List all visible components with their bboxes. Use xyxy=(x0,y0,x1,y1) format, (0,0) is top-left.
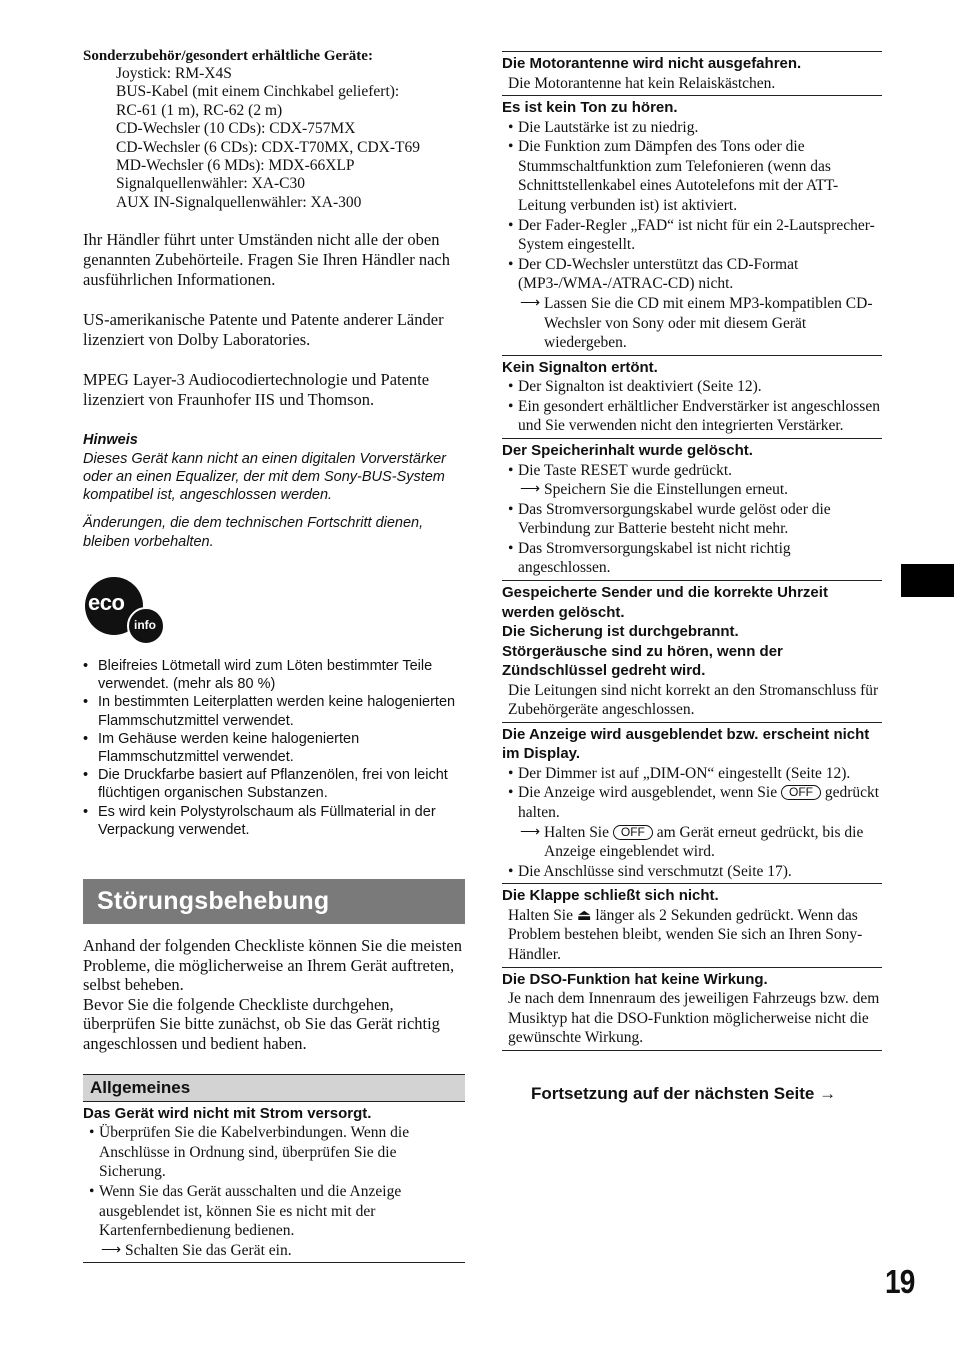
problem-title: Kein Signalton ertönt. xyxy=(502,358,658,376)
list-item: • Der Fader-Regler „FAD“ ist nicht für ein 2-Lautsprecher-System eingestellt. xyxy=(502,216,882,255)
intro-paragraph-2: Bevor Sie die folgende Checkliste durchgehen, überprüfen Sie bitte zunächst, ob Sie das Gerät richtig angeschlossen und bedient haben. xyxy=(83,994,440,1054)
problem-body xyxy=(502,461,882,579)
eco-logo-text: eco xyxy=(88,590,125,616)
eco-item: • Bleifreies Lötmetall wird zum Löten bestimmter Teile verwendet. (mehr als 80 %) xyxy=(83,657,465,693)
left-column xyxy=(83,47,465,1263)
problem-body xyxy=(502,74,882,94)
arrow-remedy: ⟶ Lassen Sie die CD mit einem MP3-kompatiblen CD-Wechsler von Sony oder mit diesem Gerät wiedergeben. xyxy=(502,294,882,353)
list-item: • Die Funktion zum Dämpfen des Tons oder die Stummschaltfunktion zum Telefonieren (wenn das Schnittstellenkabel eines Autotelefons mit der ATT-Leitung verbunden ist) ist aktiviert. xyxy=(502,137,882,215)
hinweis-text-2: Änderungen, die dem technischen Fortschritt dienen, bleiben vorbehalten. xyxy=(83,515,424,550)
problem-list xyxy=(83,1123,465,1241)
eco-item: • In bestimmten Leiterplatten werden keine halogenierten Flammschutzmittel verwendet. xyxy=(83,693,465,729)
arrow-remedy: ⟶ Schalten Sie das Gerät ein. xyxy=(83,1241,465,1261)
list-item: • Ein gesondert erhältlicher Endverstärker ist angeschlossen und Sie verwenden nicht den integrierten Verstärker. xyxy=(502,397,882,436)
item-text: gedrückt halten. xyxy=(518,784,880,821)
problem-list xyxy=(502,764,882,823)
item-text: länger als 2 Sekunden gedrückt. Wenn das Problem bestehen bleibt, wenden Sie sich an Ihren Sony-Händler. xyxy=(508,906,863,963)
problem-body xyxy=(83,1123,465,1260)
list-item: • Die Anschlüsse sind verschmutzt (Seite 17). xyxy=(502,862,882,882)
problem-list xyxy=(502,461,882,481)
problem-list xyxy=(502,862,882,882)
item-text: Die Anzeige wird ausgeblendet, wenn Sie xyxy=(518,784,778,802)
hinweis-title: Hinweis xyxy=(83,432,138,449)
continued-note xyxy=(531,1083,836,1105)
problem-title: Das Gerät wird nicht mit Strom versorgt. xyxy=(83,1104,372,1122)
accessories-title: Sonderzubehör/gesondert erhältliche Geräte: xyxy=(83,48,373,64)
accessory-item: Joystick: RM-X4S xyxy=(116,65,232,82)
problem-block-flap xyxy=(502,884,882,967)
hinweis-text: Dieses Gerät kann nicht an einen digitalen Vorverstärker oder an einen Equalizer, der mit dem Sony-BUS-System kompatibel ist, angeschlossen werden. xyxy=(83,450,446,504)
problem-body xyxy=(502,906,882,965)
accessory-item: RC-61 (1 m), RC-62 (2 m) xyxy=(116,101,283,119)
subsection-header: Allgemeines xyxy=(83,1074,465,1102)
list-item: • Das Stromversorgungskabel ist nicht richtig angeschlossen. xyxy=(502,539,882,578)
accessory-item: Signalquellenwähler: XA-C30 xyxy=(116,175,305,193)
problem-body xyxy=(502,118,882,353)
right-column xyxy=(502,51,882,1051)
mpeg-note: MPEG Layer-3 Audiocodiertechnologie und Patente lizenziert von Fraunhofer IIS und Thomson. xyxy=(83,370,430,410)
problem-title: Die Motorantenne wird nicht ausgefahren. xyxy=(502,55,802,72)
accessory-item: CD-Wechsler (6 CDs): CDX-T70MX, CDX-T69 xyxy=(116,138,420,156)
intro-paragraph-1: Anhand der folgenden Checkliste können Sie die meisten Probleme, die möglicherweise an Ihrem Gerät auftreten, selbst beheben. xyxy=(83,936,462,995)
list-item: • Der Signalton ist deaktiviert (Seite 12). xyxy=(502,377,882,397)
arrow-right-icon: → xyxy=(819,1084,837,1103)
eco-item: • Im Gehäuse werden keine halogenierten Flammschutzmittel verwendet. xyxy=(83,730,465,766)
eco-item: • Es wird kein Polystyrolschaum als Füllmaterial in der Verpackung verwendet. xyxy=(83,803,465,839)
problem-title: Gespeicherte Sender und die korrekte Uhrzeit werden gelöscht. xyxy=(502,584,828,621)
arrow-remedy: ⟶ Speichern Sie die Einstellungen erneut. xyxy=(502,480,882,500)
eco-info-logo xyxy=(85,577,161,643)
list-item: • Wenn Sie das Gerät ausschalten und die Anzeige ausgeblendet ist, können Sie es nicht mit der Kartenfernbedienung bedienen. xyxy=(83,1182,465,1241)
accessory-item: CD-Wechsler (10 CDs): CDX-757MX xyxy=(116,120,356,138)
problem-text: Die Leitungen sind nicht korrekt an den Stromanschluss für Zubehörgeräte angeschlossen. xyxy=(508,681,879,719)
accessories-list xyxy=(83,65,465,212)
problem-block-memory xyxy=(502,439,882,581)
problem-block-stations xyxy=(502,581,882,723)
problem-title: Störgeräusche sind zu hören, wenn der Zündschlüssel gedreht wird. xyxy=(502,642,783,680)
problem-block-beep xyxy=(502,356,882,439)
problem-title: Die DSO-Funktion hat keine Wirkung. xyxy=(502,970,768,988)
thumb-index-tab xyxy=(901,564,954,597)
problem-text: Die Motorantenne hat kein Relaiskästchen. xyxy=(508,74,776,92)
continued-text: Fortsetzung auf der nächsten Seite xyxy=(531,1084,815,1103)
problem-block-dso xyxy=(502,968,882,1051)
page-number: 19 xyxy=(885,1263,915,1300)
problem-list xyxy=(502,377,882,436)
problem-title: Die Sicherung ist durchgebrannt. xyxy=(502,623,739,641)
problem-body xyxy=(502,989,882,1048)
list-item: • Die Taste RESET wurde gedrückt. xyxy=(502,461,882,481)
accessory-item: MD-Wechsler (6 MDs): MDX-66XLP xyxy=(116,157,355,175)
problem-title: Der Speicherinhalt wurde gelöscht. xyxy=(502,442,753,459)
problem-block-antenna xyxy=(502,51,882,96)
list-item: • Der Dimmer ist auf „DIM-ON“ eingestellt (Seite 12). xyxy=(502,764,882,784)
item-text: am Gerät erneut gedrückt, bis die Anzeige eingeblendet wird. xyxy=(544,823,864,861)
arrow-remedy xyxy=(502,823,882,862)
problem-text: Je nach dem Innenraum des jeweiligen Fahrzeugs bzw. dem Musiktyp hat die DSO-Funktion möglicherweise nicht die gewünschte Wirkung. xyxy=(508,990,880,1047)
eco-list xyxy=(83,657,465,839)
problem-body xyxy=(502,377,882,436)
list-item: • Der CD-Wechsler unterstützt das CD-Format (MP3-/WMA-/ATRAC-CD) nicht. xyxy=(502,255,882,294)
item-text: Halten Sie xyxy=(508,906,573,924)
problem-title: Es ist kein Ton zu hören. xyxy=(502,99,678,117)
list-item xyxy=(502,783,882,822)
eject-icon: ⏏ xyxy=(576,906,592,924)
dolby-note: US-amerikanische Patente und Patente anderer Länder lizenziert von Dolby Laboratories. xyxy=(83,310,444,350)
accessory-item: BUS-Kabel (mit einem Cinchkabel geliefert): xyxy=(116,83,400,101)
problem-list xyxy=(502,500,882,578)
section-title-banner: Störungsbehebung xyxy=(83,879,465,924)
problem-body xyxy=(502,681,882,720)
problem-block-display xyxy=(502,723,882,885)
problem-block-no-sound xyxy=(502,96,882,356)
info-logo-text: info xyxy=(134,618,156,633)
accessory-item: AUX IN-Signalquellenwähler: XA-300 xyxy=(116,193,362,211)
problem-list xyxy=(502,118,882,294)
problem-text xyxy=(502,906,882,965)
list-item: • Überprüfen Sie die Kabelverbindungen. Wenn die Anschlüsse in Ordnung sind, überprüfen Sie die Sicherung. xyxy=(83,1123,465,1182)
item-text: Halten Sie xyxy=(544,823,609,841)
problem-title: Die Klappe schließt sich nicht. xyxy=(502,887,719,905)
dealer-note: Ihr Händler führt unter Umständen nicht alle der oben genannten Zubehörteile. Fragen Sie Ihren Händler nach ausführlichen Informationen. xyxy=(83,230,450,290)
problem-block xyxy=(83,1102,465,1264)
troubleshooting-intro xyxy=(83,936,465,1054)
problem-body xyxy=(502,764,882,882)
problem-title: Die Anzeige wird ausgeblendet bzw. erscheint nicht im Display. xyxy=(502,725,870,763)
eco-item: • Die Druckfarbe basiert auf Pflanzenölen, frei von leicht flüchtigen organischen Substanzen. xyxy=(83,766,465,802)
off-button-label: OFF xyxy=(613,825,653,840)
off-button-label: OFF xyxy=(781,785,821,800)
hinweis-box xyxy=(83,431,465,551)
info-logo-circle xyxy=(127,607,165,645)
list-item: • Die Lautstärke ist zu niedrig. xyxy=(502,118,882,138)
list-item: • Das Stromversorgungskabel wurde gelöst oder die Verbindung zur Batterie besteht nicht mehr. xyxy=(502,500,882,539)
